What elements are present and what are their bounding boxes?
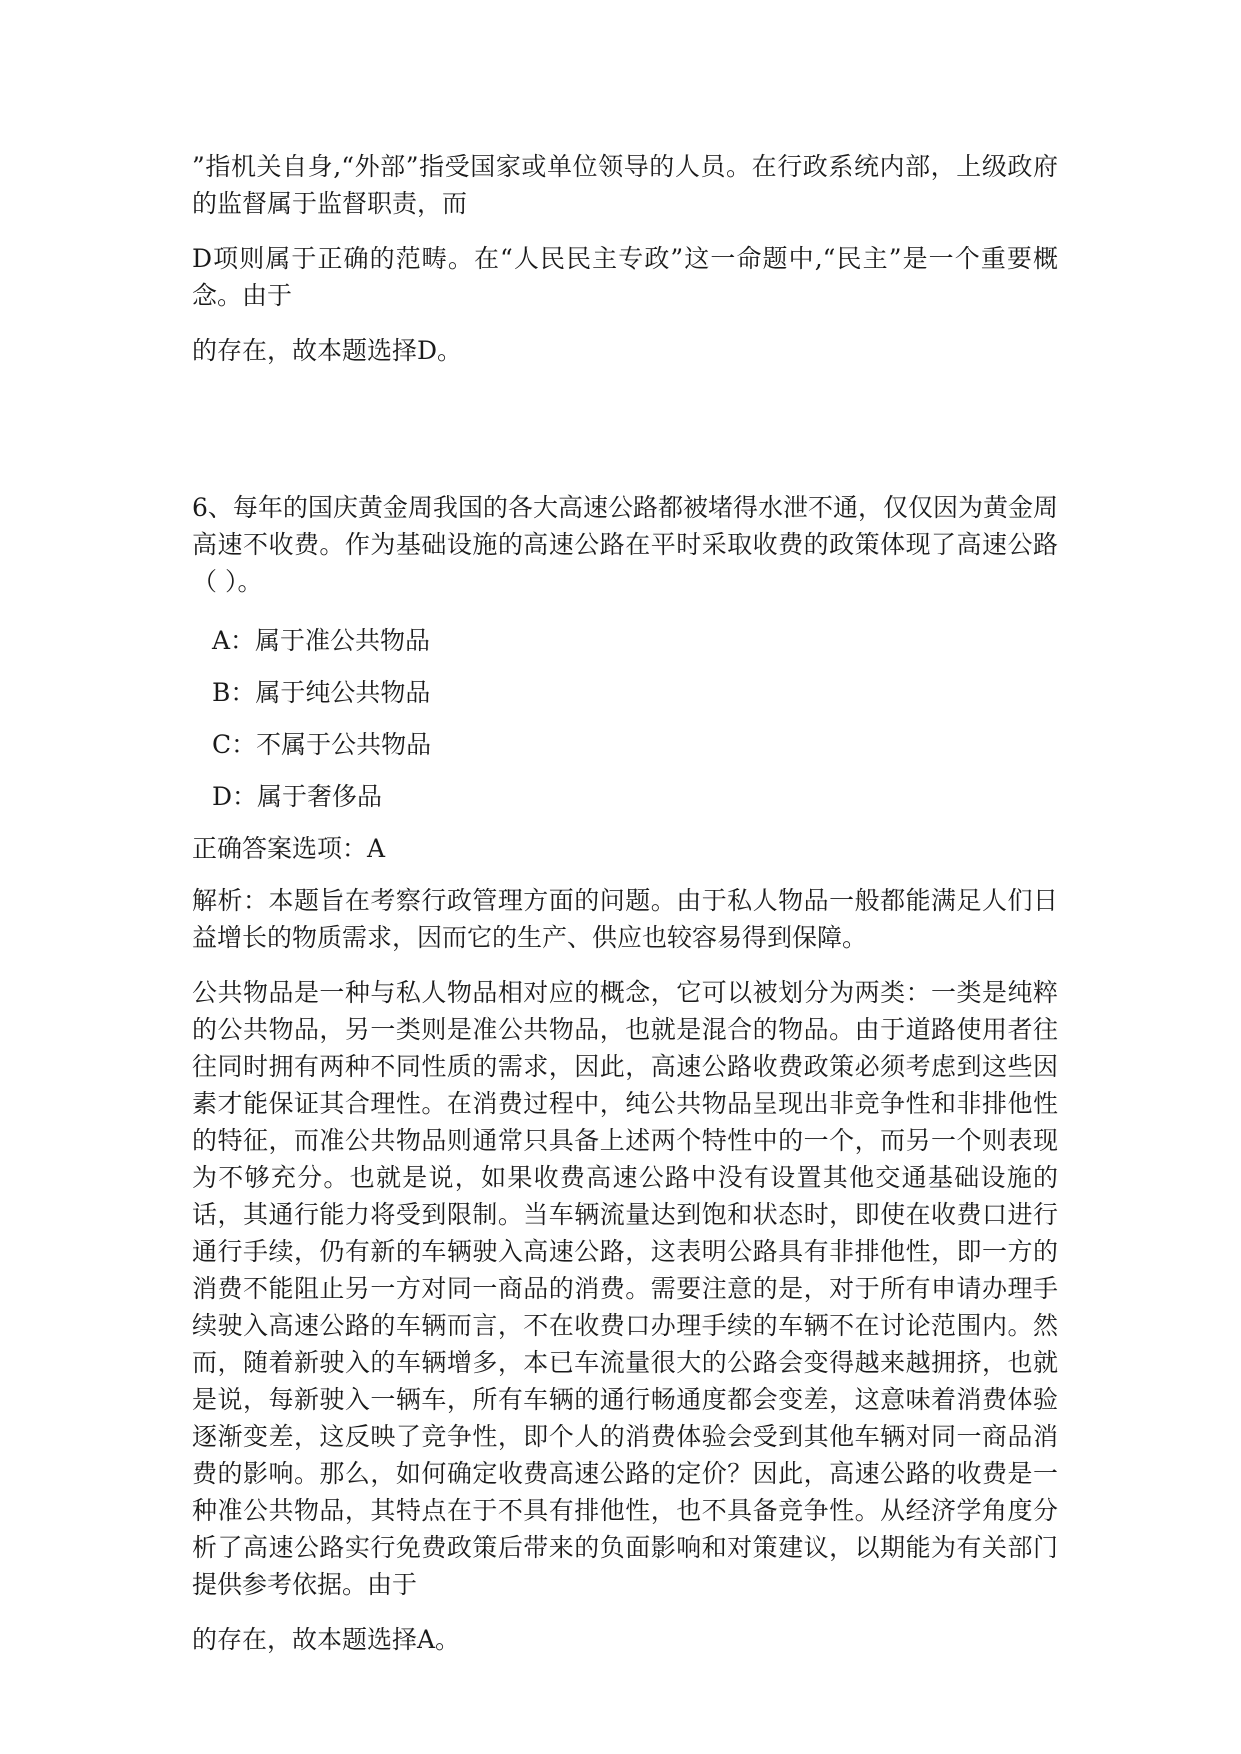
- option-a: A：属于准公共物品: [212, 626, 431, 655]
- previous-answer-paragraph-1: ”指机关自身,“外部”指受国家或单位领导的人员。在行政系统内部，上级政府的监督属于监督职责，而: [192, 152, 1058, 218]
- previous-answer-conclusion: 的存在，故本题选择D。: [192, 336, 463, 365]
- option-d: D：属于奢侈品: [212, 782, 383, 811]
- analysis-body: 公共物品是一种与私人物品相对应的概念，它可以被划分为两类：一类是纯粹的公共物品，另一类则是准公共物品，也就是混合的物品。由于道路使用者往往同时拥有两种不同性质的需求，因此，高速公路收费政策必须考虑到这些因素才能保证其合理性。在消费过程中，纯公共物品呈现出非竞争性和非排他性的特征，而准公共物品则通常只具备上述两个特性中的一个，而另一个则表现为不够充分。也就是说，如果收费高速公路中没有设置其他交通基础设施的话，其通行能力将受到限制。当车辆流量达到饱和状态时，即使在收费口进行通行手续，仍有新的车辆驶入高速公路，这表明公路具有非排他性，即一方的消费不能阻止另一方对同一商品的消费。需要注意的是，对于所有申请办理手续驶入高速公路的车辆而言，不在收费口办理手续的车辆不在讨论范围内。然而，随着新驶入的车辆增多，本已车流量很大的公路会变得越来越拥挤，也就是说，每新驶入一辆车，所有车辆的通行畅通度都会变差，这意味着消费体验逐渐变差，这反映了竞争性，即个人的消费体验会受到其他车辆对同一商品消费的影响。那么，如何确定收费高速公路的定价？因此，高速公路的收费是一种准公共物品，其特点在于不具有排他性，也不具备竞争性。从经济学角度分析了高速公路实行免费政策后带来的负面影响和对策建议，以期能为有关部门提供参考依据。由于: [192, 978, 1058, 1599]
- analysis-conclusion: 的存在，故本题选择A。: [192, 1625, 461, 1654]
- question-stem: 6、每年的国庆黄金周我国的各大高速公路都被堵得水泄不通，仅仅因为黄金周高速不收费。作为基础设施的高速公路在平时采取收费的政策体现了高速公路（ ）。: [192, 493, 1058, 596]
- option-c: C：不属于公共物品: [212, 730, 432, 759]
- document-page: [192, 148, 1058, 1658]
- previous-answer-paragraph-2: D项则属于正确的范畴。在“人民民主专政”这一命题中,“民主”是一个重要概念。由于: [192, 244, 1058, 310]
- correct-answer: 正确答案选项：A: [192, 834, 386, 863]
- option-b: B：属于纯公共物品: [212, 678, 431, 707]
- analysis-intro: 解析：本题旨在考察行政管理方面的问题。由于私人物品一般都能满足人们日益增长的物质需求，因而它的生产、供应也较容易得到保障。: [192, 886, 1058, 952]
